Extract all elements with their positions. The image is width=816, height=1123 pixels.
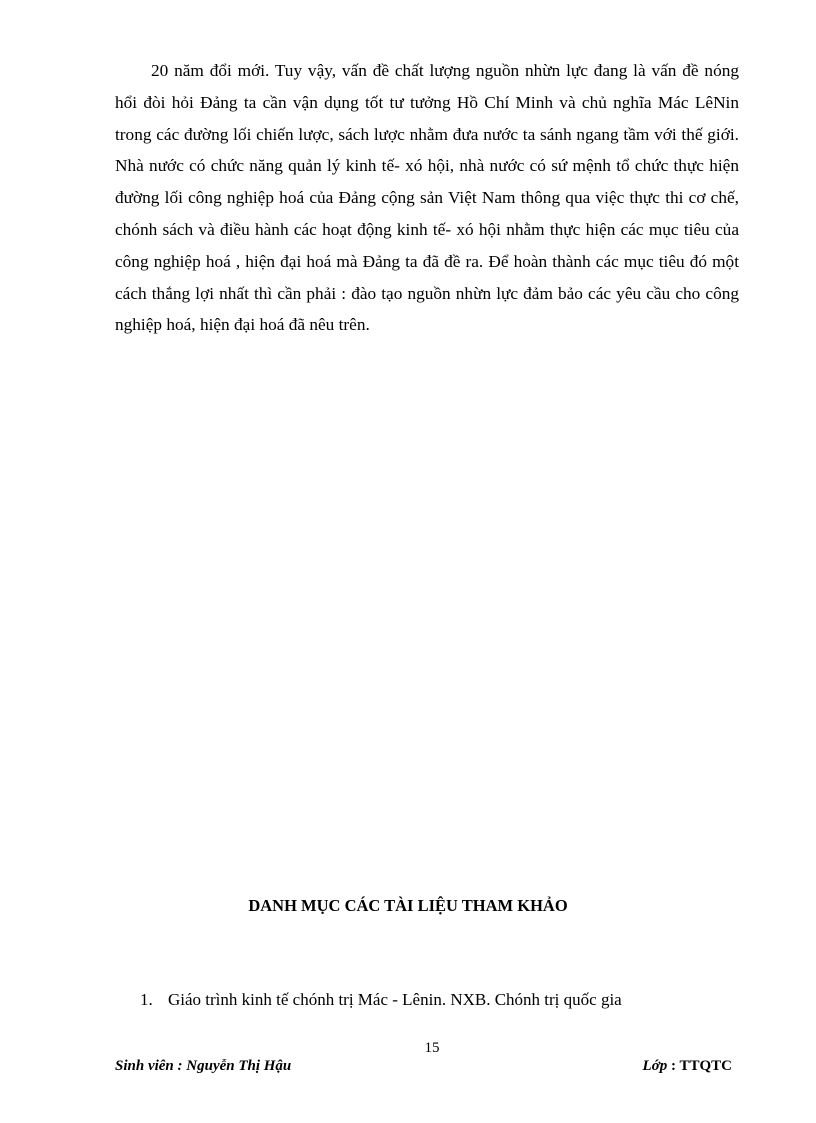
page-number: 15 <box>424 1040 440 1056</box>
reference-item <box>140 990 622 1010</box>
footer-class-value: : TTQTC <box>667 1058 732 1074</box>
footer-class-label: Lớp <box>642 1058 668 1074</box>
footer-class <box>643 1058 732 1075</box>
body-paragraph: 20 năm đổi mới. Tuy vậy, vấn đề chất lượng nguồn nhừn lực đang là vấn đề nóng hổi đòi hỏi Đảng ta cần vận dụng tốt tư tưởng Hồ Chí Minh và chủ nghĩa Mác LêNin trong các đường lối chiến lược, sách lược nhằm đưa nước ta sánh ngang tầm với thế giới. Nhà nước có chức năng quản lý kinh tế- xó hội, nhà nước có sứ mệnh tổ chức thực hiện đường lối công nghiệp hoá của Đảng cộng sản Việt Nam thông qua việc thực thi cơ chế, chónh sách và điều hành các hoạt động kinh tế- xó hội nhằm thực hiện các mục tiêu của công nghiệp hoá , hiện đại hoá mà Đảng ta đã đề ra. Để hoàn thành các mục tiêu đó một cách thắng lợi nhất thì cần phải : đào tạo nguồn nhừn lực đảm bảo các yêu cầu cho công nghiệp hoá, hiện đại hoá đã nêu trên. <box>115 61 739 335</box>
footer-student: Sinh viên : Nguyễn Thị Hậu <box>115 1058 292 1074</box>
reference-text: Giáo trình kinh tế chónh trị Mác - Lênin. NXB. Chónh trị quốc gia <box>168 990 622 1009</box>
references-list <box>140 990 622 1010</box>
reference-number: 1. <box>140 990 153 1009</box>
references-title: DANH MỤC CÁC TÀI LIỆU THAM KHẢO <box>248 896 568 915</box>
